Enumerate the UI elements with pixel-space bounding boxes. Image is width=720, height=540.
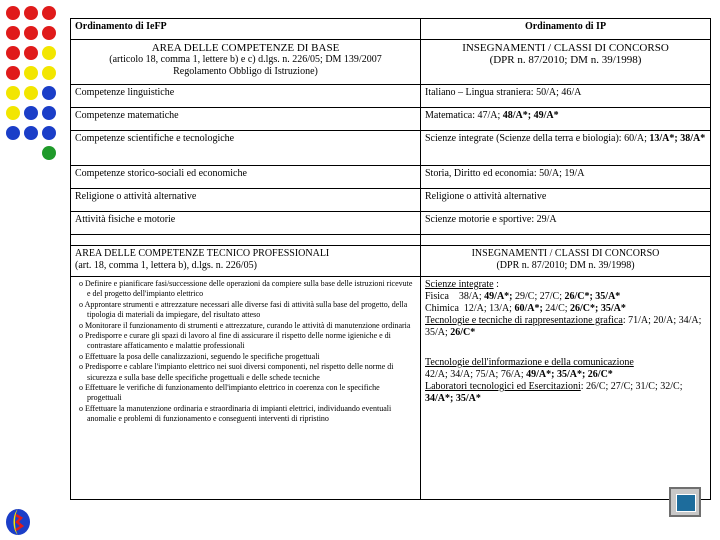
next-slide-button[interactable] xyxy=(669,487,701,517)
section1-right-sub: (DPR n. 87/2010; DM n. 39/1998) xyxy=(489,54,642,66)
row-left: Competenze scientifiche e tecnologiche xyxy=(71,131,421,166)
decorative-dot xyxy=(6,26,20,40)
section2-competence-list-cell xyxy=(71,277,421,500)
blank-gap xyxy=(425,339,706,357)
tic-bold: 49/A*; 35/A*; 26/C* xyxy=(526,369,613,380)
section2-left-title-cell xyxy=(71,246,421,277)
lab-bold: 34/A*; 35/A* xyxy=(425,393,481,404)
row-right-bold: 13/A*; 38/A* xyxy=(649,133,706,144)
decorative-dot xyxy=(24,6,38,20)
tic-text: 42/A; 34/A; 75/A; 76/A; xyxy=(425,369,527,380)
row-right: Italiano – Lingua straniera: 50/A; 46/A xyxy=(421,85,711,108)
table-row xyxy=(71,189,711,212)
list-item: o Effettuare la posa delle canalizzazioni, seguendo le specifiche progettuali xyxy=(75,352,416,362)
competence-list xyxy=(75,279,416,425)
table-row xyxy=(71,166,711,189)
section1-left-title: AREA DELLE COMPETENZE DI BASE xyxy=(151,42,340,54)
section2-left-sub: (art. 18, comma 1, lettera b), d.lgs. n. 226/05) xyxy=(75,260,257,271)
section1-left-sub2: Regolamento Obbligo di Istruzione) xyxy=(173,66,318,77)
decorative-dot xyxy=(24,126,38,140)
fisica-line xyxy=(425,291,706,303)
nav-icon xyxy=(676,494,696,512)
row-left: Religione o attività alternative xyxy=(71,189,421,212)
lab-label: Laboratori tecnologici ed Esercitazioni xyxy=(425,381,581,392)
chimica-text: Chimica 12/A; 13/A; xyxy=(425,303,515,314)
decorative-dot xyxy=(24,66,38,80)
row-right xyxy=(421,108,711,131)
decorative-dot xyxy=(42,106,56,120)
section2-content-row xyxy=(71,277,711,500)
decorative-dot xyxy=(24,26,38,40)
chimica-bold: 60/A*; xyxy=(514,303,546,314)
fisica-text: Fisica 38/A; xyxy=(425,291,485,302)
section1-left-sub1: (articolo 18, comma 1, lettere b) e c) d.lgs. n. 226/05; DM 139/2007 xyxy=(109,54,382,65)
section1-title-row xyxy=(71,40,711,85)
ttrg-line xyxy=(425,315,706,339)
row-left: Attività fisiche e motorie xyxy=(71,212,421,235)
ttrg-bold: 26/C* xyxy=(450,327,476,338)
section2-right-sub: (DPR n. 87/2010; DM n. 39/1998) xyxy=(496,260,635,271)
decorative-dot xyxy=(24,86,38,100)
row-left: Competenze linguistiche xyxy=(71,85,421,108)
row-right: Religione o attività alternative xyxy=(421,189,711,212)
scienze-integrate-colon: : xyxy=(493,279,499,290)
decorative-dot xyxy=(6,106,20,120)
decorative-dot xyxy=(42,66,56,80)
decorative-dot xyxy=(6,126,20,140)
row-right-bold: 48/A*; 49/A* xyxy=(502,110,559,121)
list-item: o Predisporre e curare gli spazi di lavoro al fine di assicurare il rispetto delle norme igieniche e di contrastare affaticamento e malattie professionali xyxy=(75,331,416,352)
fisica-bold2: 26/C*; 35/A* xyxy=(564,291,621,302)
section2-subjects-cell xyxy=(421,277,711,500)
logo-icon xyxy=(4,506,32,536)
table-row xyxy=(71,131,711,166)
chimica-line xyxy=(425,303,706,315)
list-item: o Monitorare il funzionamento di strumenti e attrezzature, curando le attività di manutenzione ordinaria xyxy=(75,321,416,331)
tic-line xyxy=(425,369,706,381)
decorative-dot xyxy=(24,106,38,120)
section2-left-title: AREA DELLE COMPETENZE TECNICO PROFESSIONALI xyxy=(75,248,330,259)
decorative-dot xyxy=(6,86,20,100)
lab-line xyxy=(425,381,706,405)
decorative-dot xyxy=(42,26,56,40)
row-left: Competenze matematiche xyxy=(71,108,421,131)
decorative-dot xyxy=(6,66,20,80)
ttrg-text: : 71/A; 20/A; 34/A; 35/A; xyxy=(425,315,702,338)
comparison-table xyxy=(70,18,711,500)
decorative-dot xyxy=(42,146,56,160)
lab-text: : 26/C; 27/C; 31/C; 32/C; xyxy=(580,381,683,392)
row-left: Competenze storico-sociali ed economiche xyxy=(71,166,421,189)
list-item: o Approntare strumenti e attrezzature necessari alle diverse fasi di attività sulla base del progetto, della tipologia di materiali da impiegare, del risultato atteso xyxy=(75,300,416,321)
table-row xyxy=(71,212,711,235)
fisica-bold: 49/A*; xyxy=(484,291,516,302)
row-right: Storia, Diritto ed economia: 50/A; 19/A xyxy=(421,166,711,189)
section1-left-title-cell xyxy=(71,40,421,85)
decorative-dot xyxy=(6,46,20,60)
row-right-text: Matematica: 47/A; xyxy=(425,110,503,121)
table-row xyxy=(71,85,711,108)
tic-label: Tecnologie dell'informazione e della comunicazione xyxy=(425,357,634,368)
row-right-text: Scienze integrate (Scienze della terra e biologia): 60/A; xyxy=(425,133,650,144)
decorative-dot-grid xyxy=(0,0,60,160)
decorative-dot xyxy=(42,126,56,140)
section2-right-title-cell xyxy=(421,246,711,277)
decorative-dot xyxy=(42,86,56,100)
list-item: o Effettuare la manutenzione ordinaria e straordinaria di impianti elettrici, individuando eventuali anomalie e problemi di funzionamento e conseguenti interventi di ripristino xyxy=(75,404,416,425)
list-item: o Definire e pianificare fasi/successione delle operazioni da compiere sulla base delle istruzioni ricevute e del progetto dell'impianto elettrico xyxy=(75,279,416,300)
header-left: Ordinamento di IeFP xyxy=(71,19,421,40)
section1-right-title: INSEGNAMENTI / CLASSI DI CONCORSO xyxy=(462,42,669,54)
scienze-integrate-label: Scienze integrate xyxy=(425,279,494,290)
section2-title-row xyxy=(71,246,711,277)
row-right xyxy=(421,131,711,166)
section1-right-title-cell xyxy=(421,40,711,85)
chimica-bold2: 26/C*; 35/A* xyxy=(570,303,626,314)
table-spacer-row xyxy=(71,235,711,246)
ttrg-label: Tecnologie e tecniche di rappresentazione grafica xyxy=(425,315,623,326)
list-item: o Effettuare le verifiche di funzionamento dell'impianto elettrico in coerenza con le specifiche progettuali xyxy=(75,383,416,404)
scienze-integrate-line xyxy=(425,279,706,291)
decorative-dot xyxy=(42,46,56,60)
decorative-dot xyxy=(6,6,20,20)
chimica-mid: 24/C; xyxy=(545,303,571,314)
table-header-row xyxy=(71,19,711,40)
table-row xyxy=(71,108,711,131)
decorative-dot xyxy=(42,6,56,20)
row-right: Scienze motorie e sportive: 29/A xyxy=(421,212,711,235)
header-right: Ordinamento di IP xyxy=(421,19,711,40)
list-item: o Predisporre e cablare l'impianto elettrico nei suoi diversi componenti, nel rispetto delle norme di sicurezza e sulla base delle specifiche progettuali e delle schede tecniche xyxy=(75,362,416,383)
decorative-dot xyxy=(24,46,38,60)
section2-right-title: INSEGNAMENTI / CLASSI DI CONCORSO xyxy=(471,248,660,259)
fisica-mid: 29/C; 27/C; xyxy=(515,291,565,302)
